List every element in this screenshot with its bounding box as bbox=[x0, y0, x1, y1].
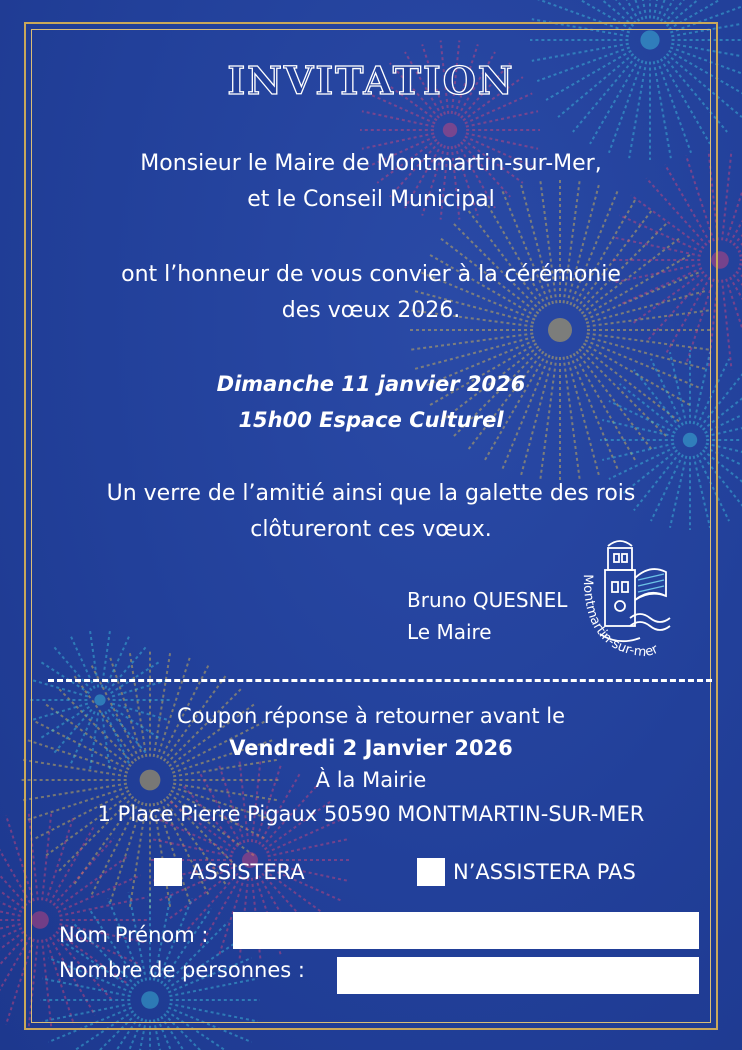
coupon-place: À la Mairie bbox=[315, 768, 427, 792]
not-attend-option[interactable] bbox=[417, 856, 636, 888]
coupon-intro: Coupon réponse à retourner avant le bbox=[176, 704, 566, 728]
event-time-place: 15h00 Espace Culturel bbox=[238, 408, 504, 432]
attend-label: ASSISTERA bbox=[190, 860, 305, 884]
not-attend-label: N’ASSISTERA PAS bbox=[453, 860, 636, 884]
hosts-line-2: et le Conseil Municipal bbox=[247, 187, 495, 212]
invitation-title: INVITATION bbox=[227, 58, 515, 103]
town-logo bbox=[578, 534, 698, 664]
hosts-line-1: Monsieur le Maire de Montmartin-sur-Mer, bbox=[140, 151, 602, 176]
invite-line-2: des vœux 2026. bbox=[281, 298, 461, 323]
attend-checkbox[interactable] bbox=[154, 858, 182, 886]
event-date: Dimanche 11 janvier 2026 bbox=[216, 372, 526, 396]
not-attend-checkbox[interactable] bbox=[417, 858, 445, 886]
name-field[interactable] bbox=[233, 912, 699, 949]
invite-line-1: ont l’honneur de vous convier à la cérémonie bbox=[121, 262, 621, 287]
people-count-label: Nombre de personnes : bbox=[59, 958, 305, 982]
coupon-address: 1 Place Pierre Pigaux 50590 MONTMARTIN-SUR-MER bbox=[97, 802, 645, 826]
attend-option[interactable] bbox=[154, 856, 305, 888]
signer-title: Le Maire bbox=[407, 620, 492, 644]
cut-line bbox=[48, 679, 712, 682]
signer-name: Bruno QUESNEL bbox=[407, 588, 568, 612]
logo-lettering: Montmartin-sur-mer bbox=[579, 574, 661, 661]
closing-line-1: Un verre de l’amitié ainsi que la galette des rois bbox=[106, 481, 636, 506]
coupon-deadline: Vendredi 2 Janvier 2026 bbox=[229, 736, 513, 760]
people-count-field[interactable] bbox=[337, 957, 699, 994]
name-field-label: Nom Prénom : bbox=[59, 923, 209, 947]
closing-line-2: clôtureront ces vœux. bbox=[250, 517, 492, 542]
